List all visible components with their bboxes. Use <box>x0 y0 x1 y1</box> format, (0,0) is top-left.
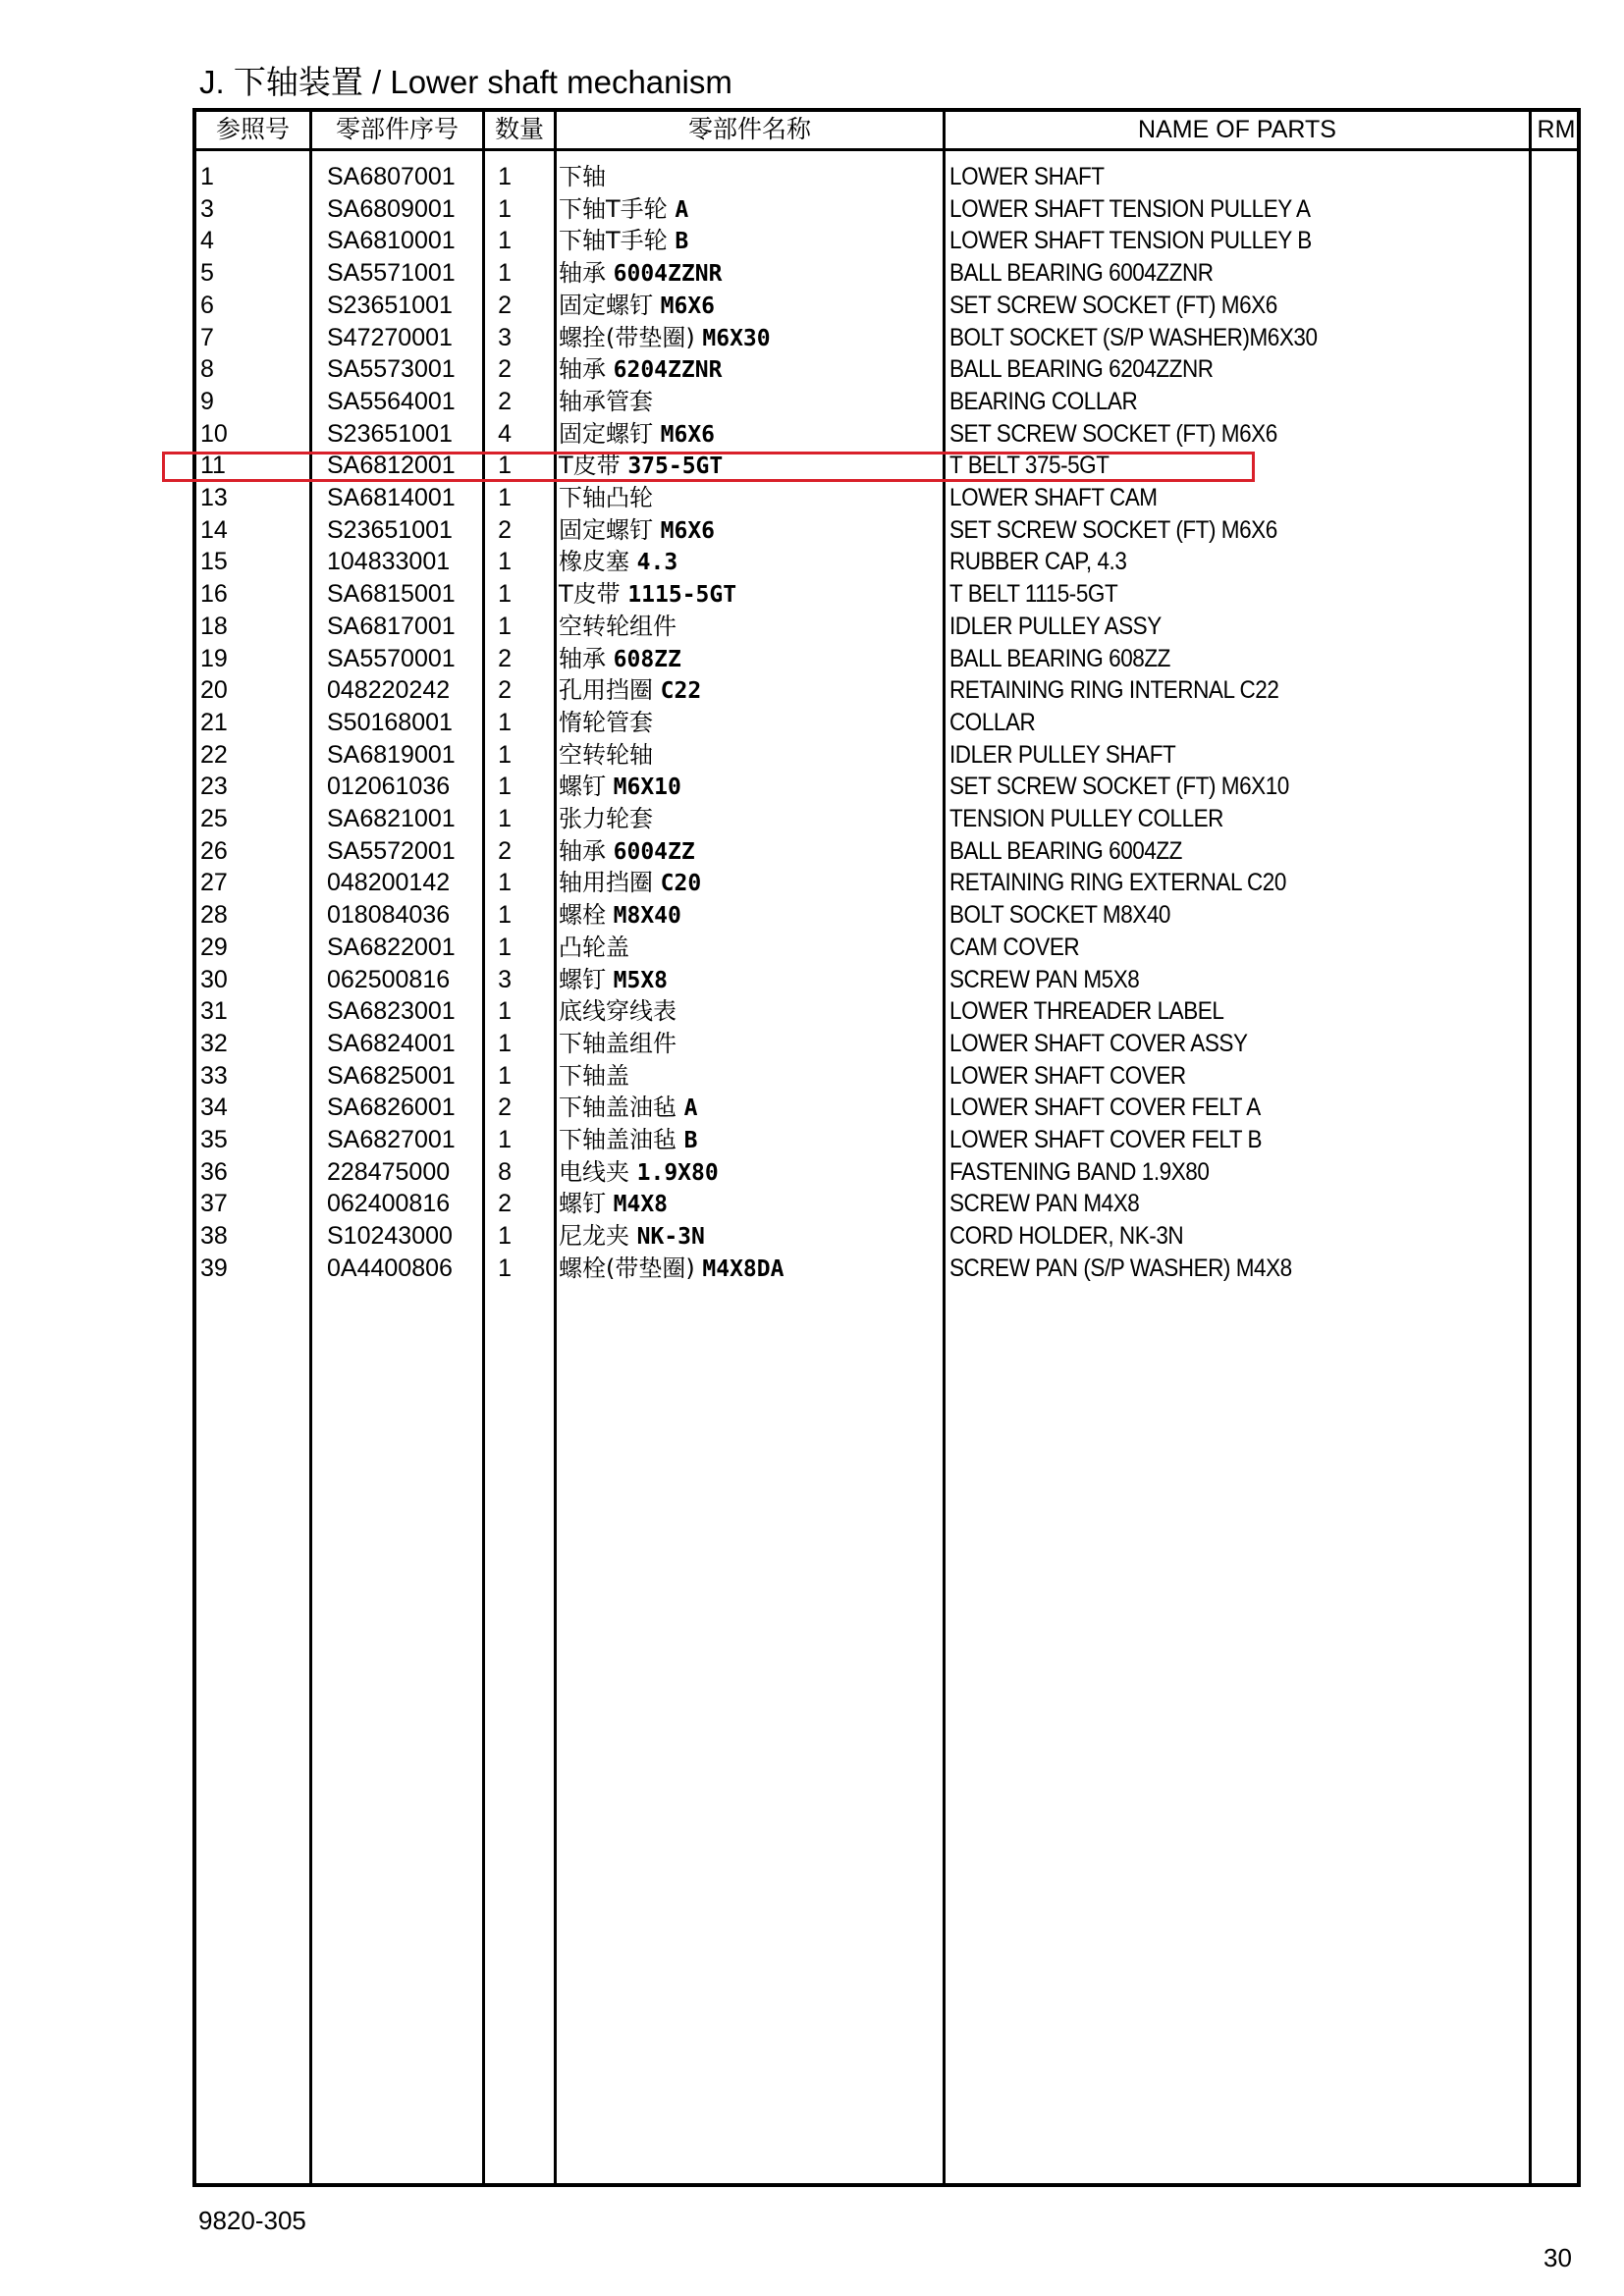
ref-cell: 38 <box>200 1222 228 1251</box>
part-name-cn-cell <box>559 514 715 548</box>
quantity-cell: 2 <box>498 836 512 865</box>
part-spec-code: 375-5GT <box>627 454 724 480</box>
part-name-en-cell: LOWER SHAFT TENSION PULLEY B <box>949 227 1312 255</box>
part-number-cell: S50168001 <box>327 708 453 736</box>
part-name-en-cell: BALL BEARING 6004ZZNR <box>949 259 1214 288</box>
part-name-cn: 螺钉 <box>559 773 606 801</box>
part-number-cell: SA5573001 <box>327 355 456 384</box>
part-name-en-cell: LOWER SHAFT CAM <box>949 484 1158 511</box>
part-name-cn-cell <box>559 964 668 997</box>
part-name-cn-cell <box>559 482 653 514</box>
quantity-cell: 1 <box>498 580 512 609</box>
table-row <box>196 1156 1577 1189</box>
part-spec-code: C22 <box>660 678 702 705</box>
part-number-cell: SA6812001 <box>327 452 456 480</box>
part-spec-code: M6X6 <box>660 517 716 544</box>
part-number-cell: SA6822001 <box>327 933 456 961</box>
part-name-cn: 轴用挡圈 <box>559 869 653 897</box>
quantity-cell: 2 <box>498 291 512 319</box>
quantity-cell: 2 <box>498 1190 512 1218</box>
part-number-cell: S10243000 <box>327 1222 453 1251</box>
part-name-cn: 螺栓(带垫圈) <box>559 1254 695 1282</box>
part-name-en-cell: CAM COVER <box>949 933 1080 961</box>
part-name-cn: 下轴T手轮 <box>559 227 668 255</box>
part-name-cn-cell <box>559 1060 629 1093</box>
part-number-cell: S47270001 <box>327 323 453 351</box>
part-name-cn: 固定螺钉 <box>559 291 653 319</box>
ref-cell: 14 <box>200 515 228 544</box>
part-name-en-cell: SCREW PAN M5X8 <box>949 965 1140 993</box>
part-number-cell: SA5571001 <box>327 259 456 288</box>
part-name-cn: 下轴T手轮 <box>559 194 668 223</box>
ref-cell: 8 <box>200 355 214 384</box>
part-name-en-cell: RETAINING RING EXTERNAL C20 <box>949 869 1286 897</box>
quantity-cell: 8 <box>498 1157 512 1186</box>
part-number-cell: SA5572001 <box>327 836 456 865</box>
part-name-en-cell: T BELT 1115-5GT <box>949 580 1118 609</box>
part-spec-code: 6204ZZNR <box>613 357 723 384</box>
part-number-cell: SA6810001 <box>327 227 456 255</box>
part-number-cell: 062500816 <box>327 965 451 993</box>
part-name-en-cell: SET SCREW SOCKET (FT) M6X6 <box>949 515 1277 544</box>
part-name-cn-cell <box>559 225 688 258</box>
part-name-cn: 固定螺钉 <box>559 419 653 448</box>
page-number: 30 <box>1543 2243 1572 2272</box>
part-name-cn-cell <box>559 771 681 804</box>
part-spec-code: M6X10 <box>613 774 681 801</box>
part-name-cn-cell <box>559 418 715 452</box>
part-name-cn: 轴承 <box>559 355 606 384</box>
table-row <box>196 257 1577 290</box>
part-name-en-cell: SET SCREW SOCKET (FT) M6X6 <box>949 419 1277 448</box>
part-number-cell: 062400816 <box>327 1190 451 1218</box>
part-name-cn: T皮带 <box>559 580 621 609</box>
part-name-cn-cell <box>559 1188 668 1221</box>
part-name-cn-cell <box>559 353 722 387</box>
ref-cell: 10 <box>200 419 228 448</box>
table-row <box>196 353 1577 386</box>
part-name-cn-cell <box>559 643 681 676</box>
ref-cell: 13 <box>200 484 228 511</box>
part-number-cell: SA6815001 <box>327 580 456 609</box>
quantity-cell: 1 <box>498 708 512 736</box>
ref-cell: 11 <box>200 452 226 480</box>
part-name-cn: 下轴盖组件 <box>559 1029 677 1057</box>
ref-cell: 4 <box>200 227 214 255</box>
part-name-en-cell: LOWER SHAFT COVER ASSY <box>949 1029 1248 1057</box>
part-spec-code: 4.3 <box>636 550 678 576</box>
ref-cell: 39 <box>200 1254 228 1282</box>
header-rm: RM <box>1537 116 1576 143</box>
ref-cell: 21 <box>200 708 228 736</box>
table-row <box>196 1188 1577 1220</box>
part-name-cn: 螺钉 <box>559 1190 606 1218</box>
part-number-cell: SA5564001 <box>327 387 456 415</box>
part-name-cn: 下轴盖油毡 <box>559 1094 677 1122</box>
table-row <box>196 1124 1577 1156</box>
table-row <box>196 739 1577 772</box>
table-row <box>196 514 1577 547</box>
quantity-cell: 1 <box>498 869 512 897</box>
ref-cell: 29 <box>200 933 228 961</box>
page-title: J. 下轴装置 / Lower shaft mechanism <box>199 64 732 100</box>
part-spec-code: C20 <box>660 871 702 897</box>
ref-cell: 28 <box>200 901 228 930</box>
ref-cell: 19 <box>200 644 228 672</box>
table-row <box>196 1220 1577 1253</box>
part-name-cn: 空转轮组件 <box>559 612 677 640</box>
part-name-cn: 惰轮管套 <box>559 708 653 736</box>
quantity-cell: 1 <box>498 227 512 255</box>
part-name-en-cell: SCREW PAN M4X8 <box>949 1190 1140 1218</box>
part-name-cn: 底线穿线表 <box>559 997 677 1026</box>
part-spec-code: 1115-5GT <box>627 582 737 609</box>
part-spec-code: M6X6 <box>660 421 716 448</box>
part-name-cn-cell <box>559 386 653 418</box>
table-row <box>196 386 1577 418</box>
ref-cell: 35 <box>200 1126 228 1153</box>
quantity-cell: 1 <box>498 259 512 288</box>
part-name-cn: 轴承 <box>559 259 606 288</box>
ref-cell: 7 <box>200 323 214 351</box>
table-row <box>196 932 1577 964</box>
part-number-cell: SA6826001 <box>327 1094 456 1122</box>
part-name-en-cell: RETAINING RING INTERNAL C22 <box>949 676 1279 705</box>
quantity-cell: 3 <box>498 323 512 351</box>
part-name-cn-cell <box>559 578 736 612</box>
quantity-cell: 1 <box>498 1061 512 1090</box>
part-name-cn-cell <box>559 1124 698 1157</box>
part-spec-code: A <box>683 1095 698 1122</box>
table-row <box>196 578 1577 611</box>
document-code: 9820-305 <box>198 2206 306 2235</box>
part-name-cn-cell <box>559 1253 784 1286</box>
table-row <box>196 899 1577 932</box>
quantity-cell: 1 <box>498 612 512 640</box>
part-name-cn-cell <box>559 867 701 900</box>
parts-table <box>192 108 1581 2187</box>
part-name-cn-cell <box>559 932 629 964</box>
ref-cell: 5 <box>200 259 214 288</box>
part-name-cn: 孔用挡圈 <box>559 676 653 705</box>
table-row <box>196 161 1577 193</box>
quantity-cell: 1 <box>498 484 512 511</box>
table-row <box>196 1028 1577 1060</box>
part-name-cn-cell <box>559 193 688 227</box>
part-name-cn: 螺栓 <box>559 901 606 930</box>
part-name-en-cell: BALL BEARING 608ZZ <box>949 644 1170 672</box>
header-name-en: NAME OF PARTS <box>1138 116 1336 143</box>
part-name-cn: 固定螺钉 <box>559 515 653 544</box>
part-name-cn-cell <box>559 1092 698 1125</box>
quantity-cell: 1 <box>498 933 512 961</box>
part-name-en-cell: IDLER PULLEY SHAFT <box>949 740 1176 769</box>
table-row <box>196 482 1577 514</box>
part-name-en-cell: LOWER SHAFT <box>949 163 1105 190</box>
part-number-cell: 048220242 <box>327 676 451 705</box>
part-number-cell: 018084036 <box>327 901 451 930</box>
table-row <box>196 995 1577 1028</box>
ref-cell: 30 <box>200 965 228 993</box>
part-number-cell: SA6821001 <box>327 805 456 832</box>
part-name-en-cell: BEARING COLLAR <box>949 387 1138 415</box>
ref-cell: 23 <box>200 773 228 801</box>
part-name-en-cell: BALL BEARING 6004ZZ <box>949 836 1182 865</box>
part-name-cn-cell <box>559 257 722 291</box>
part-number-cell: SA6814001 <box>327 484 456 511</box>
part-spec-code: M4X8DA <box>702 1255 785 1282</box>
part-name-en-cell: SET SCREW SOCKET (FT) M6X6 <box>949 291 1277 319</box>
part-name-en-cell: SET SCREW SOCKET (FT) M6X10 <box>949 773 1289 801</box>
header-name-cn: 零部件名称 <box>687 116 811 143</box>
quantity-cell: 1 <box>498 1254 512 1282</box>
part-name-en-cell: T BELT 375-5GT <box>949 452 1110 480</box>
part-name-cn-cell <box>559 1028 677 1060</box>
part-spec-code: 6004ZZ <box>613 838 695 865</box>
quantity-cell: 1 <box>498 997 512 1026</box>
part-name-en-cell: RUBBER CAP, 4.3 <box>949 548 1127 576</box>
ref-cell: 33 <box>200 1061 228 1090</box>
table-row <box>196 867 1577 899</box>
part-name-cn: 螺拴(带垫圈) <box>559 323 695 351</box>
part-number-cell: S23651001 <box>327 515 453 544</box>
part-name-cn-cell <box>559 674 701 708</box>
ref-cell: 25 <box>200 805 228 832</box>
quantity-cell: 1 <box>498 805 512 832</box>
part-name-cn-cell <box>559 1220 705 1254</box>
part-spec-code: B <box>675 229 689 255</box>
part-name-en-cell: LOWER SHAFT COVER <box>949 1061 1186 1090</box>
part-name-cn-cell <box>559 739 653 772</box>
part-name-cn: 轴承 <box>559 836 606 865</box>
part-name-en-cell: CORD HOLDER, NK-3N <box>949 1222 1184 1251</box>
part-spec-code: M6X6 <box>660 293 716 319</box>
part-name-en-cell: SCREW PAN (S/P WASHER) M4X8 <box>949 1254 1292 1282</box>
quantity-cell: 4 <box>498 419 512 448</box>
part-name-en-cell: COLLAR <box>949 708 1036 736</box>
table-row <box>196 546 1577 578</box>
part-name-cn-cell <box>559 835 695 869</box>
part-spec-code: 1.9X80 <box>636 1159 719 1186</box>
part-name-cn-cell <box>559 546 677 579</box>
part-name-cn-cell <box>559 290 715 323</box>
part-name-cn: 下轴凸轮 <box>559 484 653 511</box>
quantity-cell: 1 <box>498 1126 512 1153</box>
part-name-en-cell: LOWER SHAFT COVER FELT B <box>949 1126 1263 1153</box>
part-name-cn: 凸轮盖 <box>559 933 629 961</box>
part-number-cell: SA6817001 <box>327 612 456 640</box>
quantity-cell: 1 <box>498 901 512 930</box>
part-name-cn-cell <box>559 899 681 933</box>
quantity-cell: 1 <box>498 548 512 576</box>
part-name-cn-cell <box>559 1156 719 1190</box>
ref-cell: 26 <box>200 836 228 865</box>
part-number-cell: 228475000 <box>327 1157 451 1186</box>
quantity-cell: 1 <box>498 452 512 480</box>
quantity-cell: 3 <box>498 965 512 993</box>
quantity-cell: 2 <box>498 355 512 384</box>
ref-cell: 9 <box>200 387 214 415</box>
ref-cell: 20 <box>200 676 228 705</box>
part-name-en-cell: BALL BEARING 6204ZZNR <box>949 355 1214 384</box>
table-row <box>196 835 1577 868</box>
part-name-en-cell: LOWER SHAFT TENSION PULLEY A <box>949 194 1311 223</box>
part-name-cn-cell <box>559 322 771 355</box>
table-row <box>196 193 1577 226</box>
part-name-cn: 下轴盖 <box>559 1061 629 1090</box>
part-name-en-cell: TENSION PULLEY COLLER <box>949 805 1223 832</box>
ref-cell: 6 <box>200 291 214 319</box>
part-number-cell: SA6825001 <box>327 1061 456 1090</box>
part-number-cell: 012061036 <box>327 773 451 801</box>
table-row <box>196 1060 1577 1093</box>
part-spec-code: M4X8 <box>613 1192 669 1218</box>
ref-cell: 36 <box>200 1157 228 1186</box>
part-name-cn: 下轴盖油毡 <box>559 1126 677 1153</box>
part-spec-code: M8X40 <box>613 903 681 930</box>
quantity-cell: 2 <box>498 1094 512 1122</box>
part-spec-code: 6004ZZNR <box>613 261 723 288</box>
quantity-cell: 2 <box>498 644 512 672</box>
part-name-en-cell: IDLER PULLEY ASSY <box>949 612 1162 640</box>
part-name-cn: 轴承管套 <box>559 387 653 415</box>
quantity-cell: 1 <box>498 194 512 223</box>
part-spec-code: NK-3N <box>636 1224 705 1251</box>
quantity-cell: 2 <box>498 515 512 544</box>
table-row <box>196 803 1577 835</box>
highlight-box <box>162 452 1255 482</box>
quantity-cell: 1 <box>498 163 512 190</box>
table-row <box>196 674 1577 707</box>
part-name-en-cell: BOLT SOCKET M8X40 <box>949 901 1170 930</box>
part-number-cell: SA6827001 <box>327 1126 456 1153</box>
part-number-cell: 0A4400806 <box>327 1254 453 1282</box>
ref-cell: 18 <box>200 612 228 640</box>
part-name-cn: T皮带 <box>559 452 621 480</box>
table-row <box>196 643 1577 675</box>
quantity-cell: 1 <box>498 1029 512 1057</box>
table-row <box>196 771 1577 803</box>
part-name-cn: 橡皮塞 <box>559 548 629 576</box>
table-row <box>196 225 1577 257</box>
part-number-cell: 104833001 <box>327 548 451 576</box>
table-row <box>196 964 1577 996</box>
header-divider <box>196 148 1577 151</box>
ref-cell: 16 <box>200 580 228 609</box>
part-number-cell: S23651001 <box>327 291 453 319</box>
table-row <box>196 1092 1577 1124</box>
part-name-cn: 张力轮套 <box>559 805 653 832</box>
part-number-cell: SA6807001 <box>327 163 456 190</box>
quantity-cell: 1 <box>498 740 512 769</box>
part-name-cn-cell <box>559 995 677 1028</box>
header-qty: 数量 <box>494 116 544 143</box>
part-name-cn-cell <box>559 803 653 835</box>
ref-cell: 32 <box>200 1029 228 1057</box>
part-name-cn: 尼龙夹 <box>559 1222 629 1251</box>
part-spec-code: 608ZZ <box>613 646 681 672</box>
header-part-no: 零部件序号 <box>335 116 459 143</box>
part-number-cell: SA6823001 <box>327 997 456 1026</box>
ref-cell: 3 <box>200 194 214 223</box>
ref-cell: 1 <box>200 163 214 190</box>
ref-cell: 15 <box>200 548 228 576</box>
part-name-cn: 空转轮轴 <box>559 740 653 769</box>
ref-cell: 37 <box>200 1190 228 1218</box>
ref-cell: 27 <box>200 869 228 897</box>
part-name-cn: 螺钉 <box>559 965 606 993</box>
part-number-cell: SA6824001 <box>327 1029 456 1057</box>
table-row <box>196 322 1577 354</box>
part-name-cn: 电线夹 <box>559 1157 629 1186</box>
table-row <box>196 1253 1577 1285</box>
part-name-en-cell: FASTENING BAND 1.9X80 <box>949 1157 1210 1186</box>
table-row <box>196 707 1577 739</box>
part-number-cell: SA5570001 <box>327 644 456 672</box>
ref-cell: 22 <box>200 740 228 769</box>
header-ref: 参照号 <box>215 116 290 143</box>
part-spec-code: A <box>675 196 689 223</box>
part-name-cn-cell <box>559 611 677 643</box>
part-name-cn-cell <box>559 707 653 739</box>
part-name-cn: 下轴 <box>559 163 606 190</box>
part-name-en-cell: BOLT SOCKET (S/P WASHER)M6X30 <box>949 323 1318 351</box>
part-name-cn: 轴承 <box>559 644 606 672</box>
quantity-cell: 1 <box>498 773 512 801</box>
part-name-en-cell: LOWER SHAFT COVER FELT A <box>949 1094 1261 1122</box>
part-spec-code: M5X8 <box>613 967 669 993</box>
part-number-cell: SA6809001 <box>327 194 456 223</box>
table-row <box>196 611 1577 643</box>
quantity-cell: 1 <box>498 1222 512 1251</box>
part-name-en-cell: LOWER THREADER LABEL <box>949 997 1224 1026</box>
part-spec-code: B <box>683 1128 698 1153</box>
quantity-cell: 2 <box>498 387 512 415</box>
ref-cell: 31 <box>200 997 228 1026</box>
part-number-cell: 048200142 <box>327 869 451 897</box>
quantity-cell: 2 <box>498 676 512 705</box>
table-row <box>196 418 1577 451</box>
part-number-cell: S23651001 <box>327 419 453 448</box>
part-number-cell: SA6819001 <box>327 740 456 769</box>
ref-cell: 34 <box>200 1094 228 1122</box>
part-spec-code: M6X30 <box>702 325 771 351</box>
table-row <box>196 290 1577 322</box>
part-name-cn-cell <box>559 161 606 193</box>
